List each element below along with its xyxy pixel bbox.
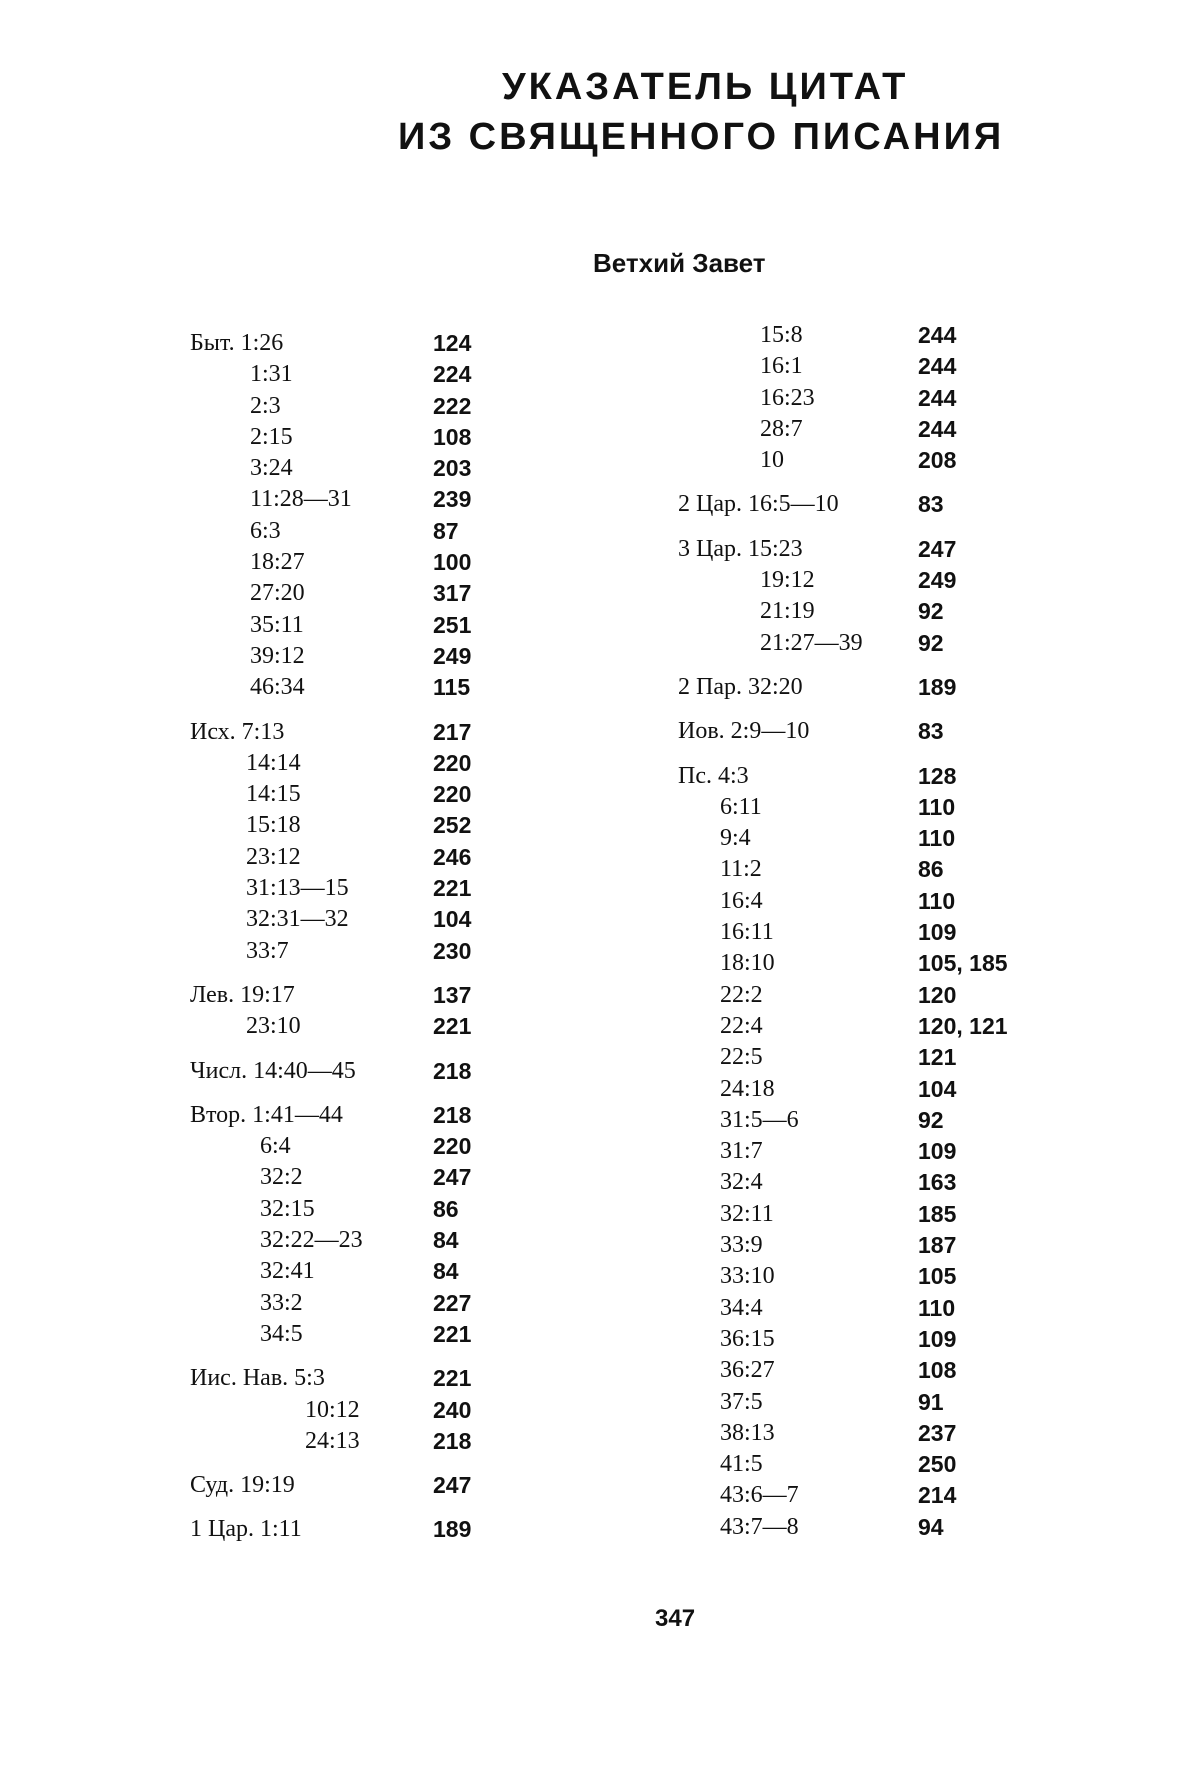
page-reference: 222	[433, 392, 472, 419]
scripture-reference: 2 Пар. 32:20	[678, 673, 803, 700]
page-reference: 128	[918, 762, 957, 789]
page-reference: 108	[433, 423, 472, 450]
page-reference: 110	[918, 825, 956, 852]
scripture-reference: 6:3	[250, 517, 281, 544]
page-reference: 220	[433, 781, 472, 808]
scripture-reference: 38:13	[720, 1419, 775, 1446]
scripture-reference: 18:10	[720, 950, 775, 977]
scripture-reference: 32:41	[260, 1258, 315, 1285]
page-reference: 109	[918, 919, 957, 946]
scripture-reference: 22:5	[720, 1044, 763, 1071]
scripture-reference: 43:6—7	[720, 1482, 799, 1509]
page-reference: 214	[918, 1482, 957, 1509]
page-reference: 83	[918, 718, 944, 745]
scripture-reference: 33:10	[720, 1263, 775, 1290]
scripture-reference: 32:15	[260, 1195, 315, 1222]
page-reference: 92	[918, 1106, 944, 1133]
scripture-reference: 15:18	[246, 812, 301, 839]
page-reference: 84	[433, 1227, 459, 1254]
scripture-reference: 34:5	[260, 1320, 303, 1347]
scripture-reference: 32:2	[260, 1164, 303, 1191]
page-reference: 239	[433, 486, 472, 513]
scripture-reference: 3:24	[250, 455, 293, 482]
page-number: 347	[655, 1605, 696, 1632]
scripture-reference: 32:4	[720, 1169, 763, 1196]
scripture-reference: 31:13—15	[246, 875, 349, 902]
scripture-reference: 31:7	[720, 1138, 763, 1165]
page-reference: 237	[918, 1419, 957, 1446]
page-reference: 105	[918, 1263, 957, 1290]
page-reference: 110	[918, 887, 956, 914]
page-reference: 252	[433, 812, 472, 839]
scripture-reference: 14:15	[246, 781, 301, 808]
scripture-reference: Иов. 2:9—10	[678, 718, 810, 745]
page-reference: 217	[433, 718, 472, 745]
scripture-reference: 23:12	[246, 843, 301, 870]
page-reference: 244	[918, 415, 957, 442]
scripture-reference: 21:19	[760, 598, 815, 625]
scripture-reference: 19:12	[760, 567, 815, 594]
page-reference: 227	[433, 1289, 472, 1316]
page-reference: 244	[918, 353, 957, 380]
page-reference: 83	[918, 491, 944, 518]
page-reference: 105, 185	[918, 950, 1008, 977]
scripture-reference: 27:20	[250, 580, 305, 607]
page-reference: 221	[433, 1013, 472, 1040]
page-reference: 247	[433, 1472, 472, 1499]
scripture-reference: 33:2	[260, 1289, 303, 1316]
index-title-line2: ИЗ СВЯЩЕННОГО ПИСАНИЯ	[398, 116, 1005, 158]
scripture-reference: 32:11	[720, 1200, 774, 1227]
index-title-line1: УКАЗАТЕЛЬ ЦИТАТ	[502, 66, 909, 108]
scripture-reference: 16:11	[720, 919, 774, 946]
page-reference: 189	[918, 673, 957, 700]
scripture-reference: 10:12	[305, 1396, 360, 1423]
page-reference: 220	[433, 1133, 472, 1160]
scripture-reference: 35:11	[250, 611, 304, 638]
scripture-reference: 24:13	[305, 1427, 360, 1454]
page-reference: 100	[433, 549, 472, 576]
page-reference: 221	[433, 875, 472, 902]
page-reference: 244	[918, 384, 957, 411]
scripture-reference: 16:23	[760, 384, 815, 411]
scripture-reference: 1:31	[250, 361, 293, 388]
page-reference: 104	[433, 906, 472, 933]
scripture-reference: 31:5—6	[720, 1106, 799, 1133]
scripture-reference: 10	[760, 447, 784, 474]
page-reference: 240	[433, 1396, 472, 1423]
page-reference: 220	[433, 749, 472, 776]
scripture-reference: 2 Цар. 16:5—10	[678, 491, 839, 518]
page-reference: 317	[433, 580, 472, 607]
scripture-reference: Суд. 19:19	[190, 1472, 295, 1499]
page-reference: 246	[433, 843, 472, 870]
page-reference: 109	[918, 1138, 957, 1165]
page-reference: 120	[918, 981, 957, 1008]
scripture-reference: Иис. Нав. 5:3	[190, 1365, 325, 1392]
page-reference: 86	[918, 856, 944, 883]
page-reference: 187	[918, 1232, 957, 1259]
page-reference: 110	[918, 793, 956, 820]
scripture-reference: 43:7—8	[720, 1513, 799, 1540]
scripture-reference: 2:15	[250, 423, 293, 450]
page-reference: 121	[918, 1044, 957, 1071]
page-reference: 218	[433, 1427, 472, 1454]
page-reference: 203	[433, 455, 472, 482]
page-reference: 244	[918, 322, 957, 348]
scripture-reference: 46:34	[250, 674, 305, 701]
page-reference: 124	[433, 330, 472, 356]
scripture-reference: 21:27—39	[760, 629, 863, 656]
page-reference: 230	[433, 937, 472, 964]
scripture-reference: 2:3	[250, 392, 281, 419]
page-reference: 189	[433, 1516, 472, 1543]
scripture-reference: Быт. 1:26	[190, 330, 284, 356]
scripture-reference: 34:4	[720, 1294, 763, 1321]
scripture-reference: 33:9	[720, 1232, 763, 1259]
page-reference: 163	[918, 1169, 957, 1196]
page-reference: 94	[918, 1513, 944, 1540]
page-reference: 185	[918, 1200, 957, 1227]
scripture-reference: 39:12	[250, 642, 305, 669]
scripture-reference: 16:1	[760, 353, 803, 380]
scripture-reference: 28:7	[760, 415, 803, 442]
scripture-reference: Втор. 1:41—44	[190, 1101, 343, 1128]
scripture-reference: 11:28—31	[250, 486, 352, 513]
scripture-reference: 37:5	[720, 1388, 763, 1415]
scripture-reference: 6:4	[260, 1133, 291, 1160]
scripture-reference: 24:18	[720, 1075, 775, 1102]
scripture-reference: Лев. 19:17	[190, 981, 295, 1008]
scripture-reference: 3 Цар. 15:23	[678, 535, 803, 562]
page-reference: 224	[433, 361, 472, 388]
page-reference: 108	[918, 1357, 957, 1384]
page-reference: 120, 121	[918, 1012, 1008, 1039]
scripture-reference: 11:2	[720, 856, 762, 883]
page-reference: 250	[918, 1451, 957, 1478]
page-reference: 221	[433, 1320, 472, 1347]
scripture-reference: 14:14	[246, 749, 301, 776]
page-reference: 115	[433, 674, 471, 701]
scripture-reference: 1 Цар. 1:11	[190, 1516, 302, 1543]
page-reference: 87	[433, 517, 459, 544]
page-reference: 249	[433, 642, 472, 669]
page-reference: 247	[918, 535, 957, 562]
page-reference: 137	[433, 981, 472, 1008]
page-reference: 109	[918, 1325, 957, 1352]
scripture-reference: Пс. 4:3	[678, 762, 749, 789]
page-reference: 110	[918, 1294, 956, 1321]
page-reference: 86	[433, 1195, 459, 1222]
scripture-reference: 16:4	[720, 887, 763, 914]
scripture-reference: 36:15	[720, 1325, 775, 1352]
page-reference: 218	[433, 1057, 472, 1084]
scripture-reference: 18:27	[250, 549, 305, 576]
scripture-reference: 36:27	[720, 1357, 775, 1384]
page-reference: 84	[433, 1258, 459, 1285]
scripture-reference: 32:22—23	[260, 1227, 363, 1254]
scripture-reference: 9:4	[720, 825, 751, 852]
page-reference: 221	[433, 1365, 472, 1392]
page-reference: 104	[918, 1075, 957, 1102]
page-reference: 218	[433, 1101, 472, 1128]
page-reference: 251	[433, 611, 472, 638]
section-heading: Ветхий Завет	[593, 248, 766, 278]
scripture-reference: 22:4	[720, 1012, 763, 1039]
scripture-reference: 41:5	[720, 1451, 763, 1478]
page-reference: 249	[918, 567, 957, 594]
page-reference: 208	[918, 447, 957, 474]
scripture-reference: Исх. 7:13	[190, 718, 285, 745]
scripture-reference: 23:10	[246, 1013, 301, 1040]
scripture-reference: 15:8	[760, 322, 803, 348]
scripture-reference: 33:7	[246, 937, 289, 964]
index-title	[0, 62, 1200, 162]
page-reference: 92	[918, 598, 944, 625]
scripture-reference: 32:31—32	[246, 906, 349, 933]
page-reference: 92	[918, 629, 944, 656]
page-reference: 91	[918, 1388, 944, 1415]
scripture-reference: Числ. 14:40—45	[190, 1057, 356, 1084]
scripture-reference: 6:11	[720, 793, 762, 820]
page-reference: 247	[433, 1164, 472, 1191]
scripture-reference: 22:2	[720, 981, 763, 1008]
